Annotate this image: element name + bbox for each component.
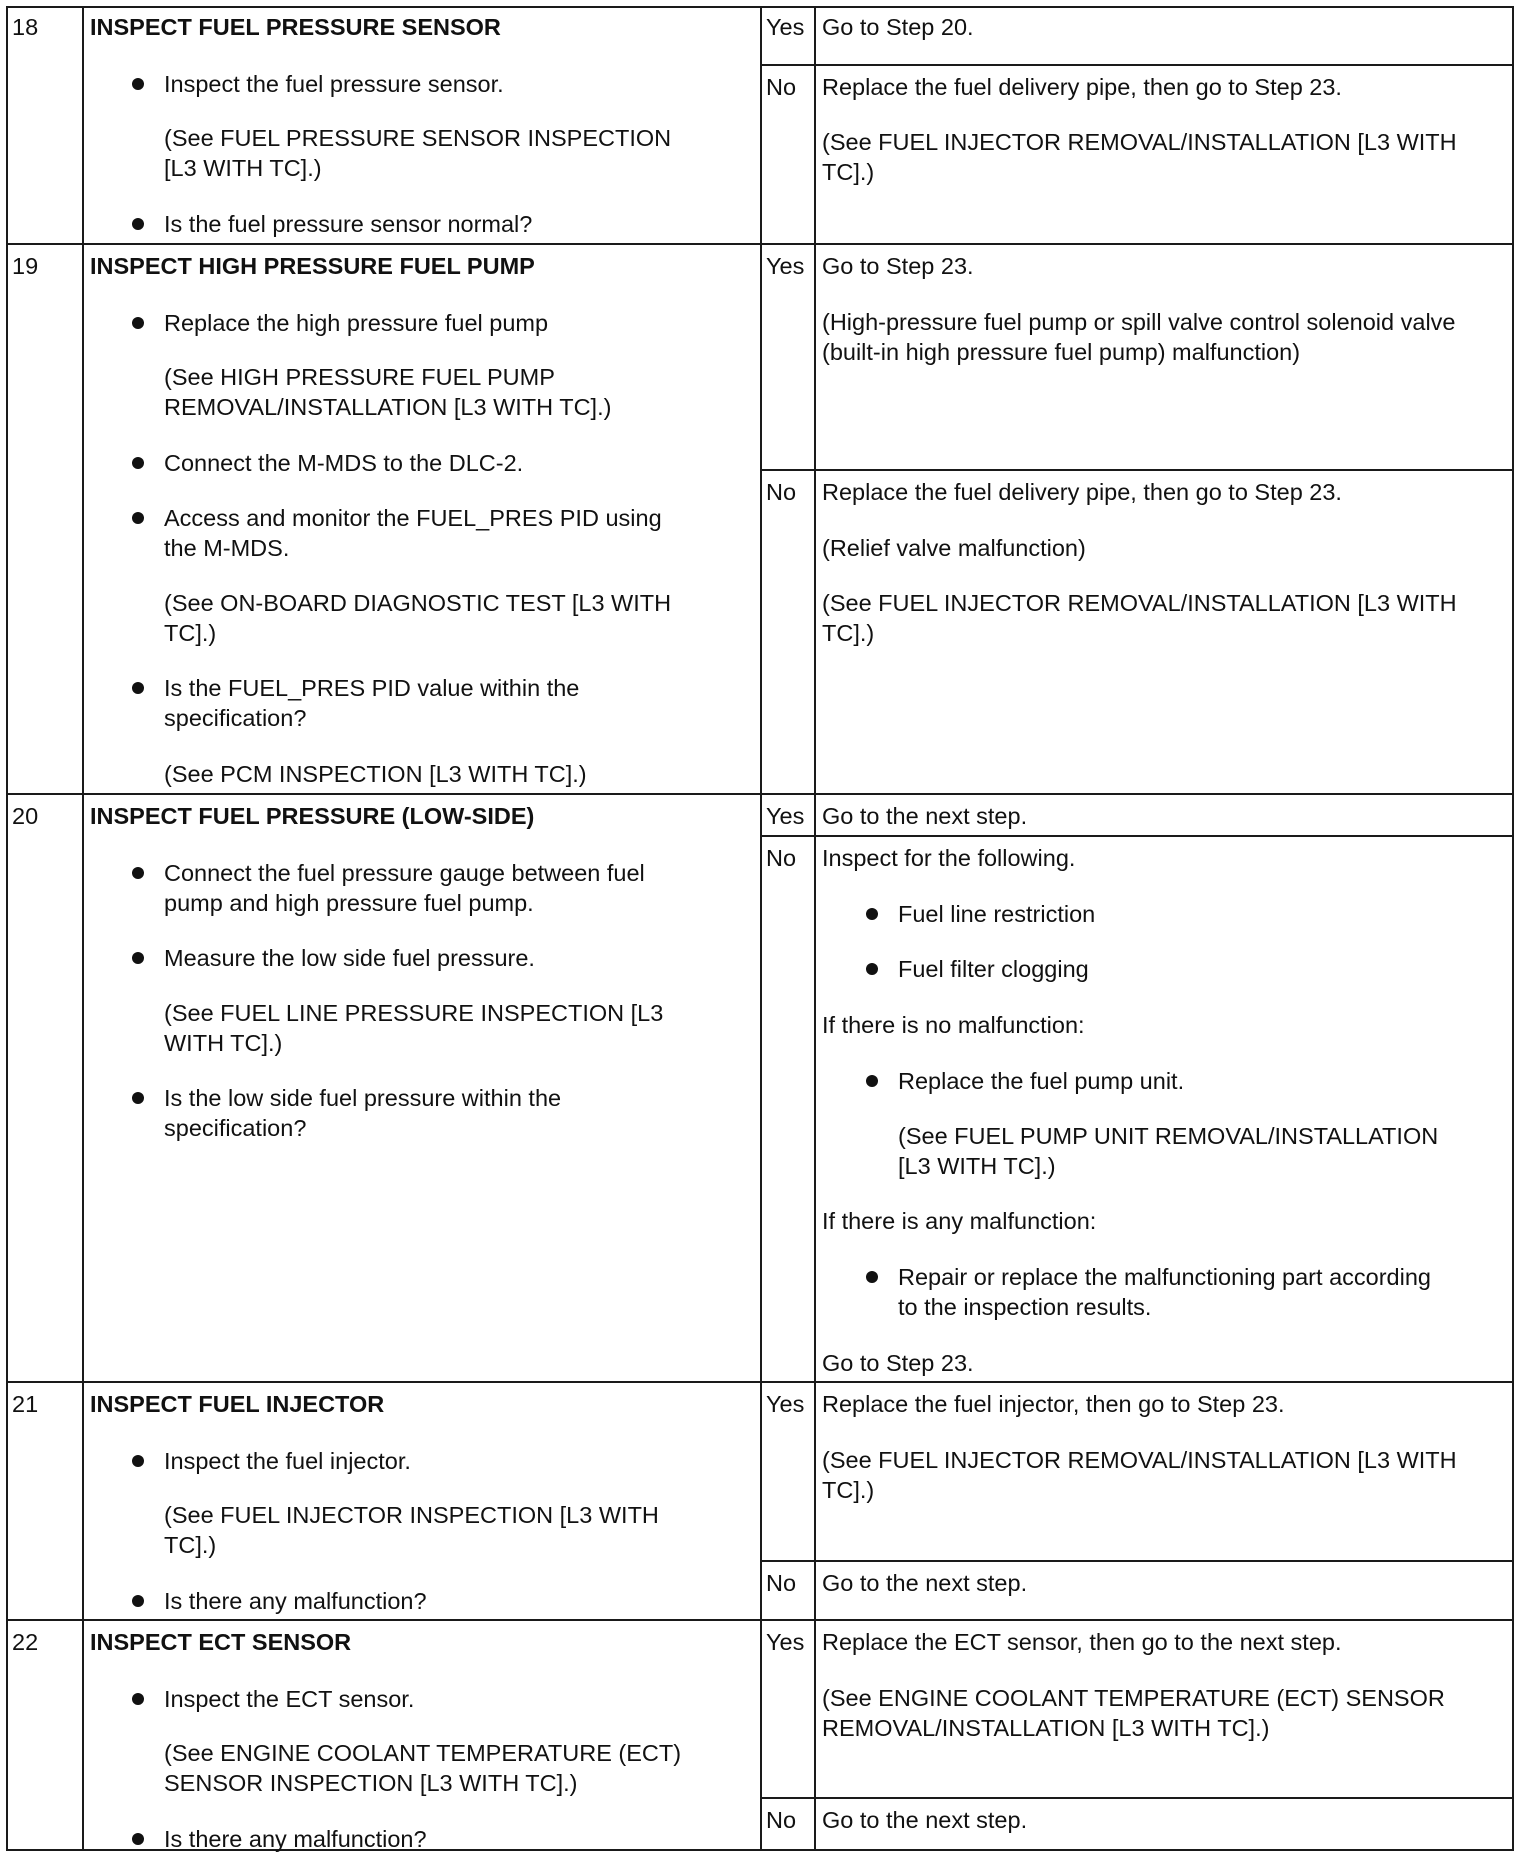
step-title: INSPECT FUEL INJECTOR: [90, 1391, 385, 1417]
yes-no-divider: [760, 64, 1514, 66]
step-number: 21: [12, 1391, 39, 1417]
no-result: Go to the next step.: [822, 1807, 1028, 1833]
bullet-icon: [866, 908, 878, 920]
bullet-icon: [866, 1271, 878, 1283]
no-result: Go to the next step.: [822, 1570, 1028, 1596]
reference-text: TC].): [822, 1477, 875, 1503]
reference-text: (See FUEL LINE PRESSURE INSPECTION [L3: [164, 1000, 664, 1026]
reference-text: (See FUEL INJECTOR INSPECTION [L3 WITH: [164, 1502, 659, 1528]
yes-label: Yes: [766, 1629, 805, 1655]
reference-text: (See ON-BOARD DIAGNOSTIC TEST [L3 WITH: [164, 590, 672, 616]
reference-text: (See FUEL INJECTOR REMOVAL/INSTALLATION [L3 WITH: [822, 1447, 1457, 1473]
step-number: 19: [12, 253, 39, 279]
yes-result: Replace the fuel injector, then go to Step 23.: [822, 1391, 1285, 1417]
step-number: 22: [12, 1629, 39, 1655]
reference-text: (See HIGH PRESSURE FUEL PUMP: [164, 364, 555, 390]
column-divider-answer: [814, 6, 816, 1851]
question-text: specification?: [164, 705, 307, 731]
action-text: Connect the M-MDS to the DLC-2.: [164, 450, 524, 476]
reference-text: REMOVAL/INSTALLATION [L3 WITH TC].): [822, 1715, 1270, 1741]
row-divider: [6, 793, 1514, 795]
action-text: Inspect the fuel pressure sensor.: [164, 71, 504, 97]
condition-text: If there is any malfunction:: [822, 1208, 1097, 1234]
check-item: Fuel line restriction: [898, 901, 1096, 927]
reference-text: TC].): [822, 620, 875, 646]
row-divider: [6, 1619, 1514, 1621]
note-text: (built-in high pressure fuel pump) malfunction): [822, 339, 1301, 365]
reference-text: (See ENGINE COOLANT TEMPERATURE (ECT): [164, 1740, 682, 1766]
yes-no-divider: [760, 1797, 1514, 1799]
reference-text: (See FUEL PRESSURE SENSOR INSPECTION: [164, 125, 672, 151]
yes-result: Replace the ECT sensor, then go to the next step.: [822, 1629, 1342, 1655]
no-result: Replace the fuel delivery pipe, then go to Step 23.: [822, 74, 1342, 100]
reference-text: SENSOR INSPECTION [L3 WITH TC].): [164, 1770, 578, 1796]
action-text: Repair or replace the malfunctioning part according: [898, 1264, 1431, 1290]
check-item: Fuel filter clogging: [898, 956, 1089, 982]
row-divider: [6, 1381, 1514, 1383]
column-divider-step: [82, 6, 84, 1851]
yes-no-divider: [760, 1560, 1514, 1562]
step-number: 18: [12, 14, 39, 40]
column-divider-action: [760, 6, 762, 1851]
reference-text: [L3 WITH TC].): [164, 155, 322, 181]
step-title: INSPECT ECT SENSOR: [90, 1629, 352, 1655]
step-title: INSPECT HIGH PRESSURE FUEL PUMP: [90, 253, 535, 279]
reference-text: TC].): [822, 159, 875, 185]
no-final-result: Go to Step 23.: [822, 1350, 974, 1376]
reference-text: [L3 WITH TC].): [898, 1153, 1056, 1179]
reference-text: TC].): [164, 1532, 217, 1558]
bullet-icon: [132, 1455, 144, 1467]
bullet-icon: [132, 457, 144, 469]
no-label: No: [766, 845, 797, 871]
reference-text: (See FUEL INJECTOR REMOVAL/INSTALLATION [L3 WITH: [822, 129, 1457, 155]
question-text: Is the fuel pressure sensor normal?: [164, 211, 533, 237]
action-text: Replace the fuel pump unit.: [898, 1068, 1185, 1094]
yes-no-divider: [760, 469, 1514, 471]
bullet-icon: [132, 1693, 144, 1705]
yes-result: Go to the next step.: [822, 803, 1028, 829]
table-border-left: [6, 6, 8, 1851]
bullet-icon: [866, 1075, 878, 1087]
reference-text: (See FUEL PUMP UNIT REMOVAL/INSTALLATION: [898, 1123, 1439, 1149]
action-text: Replace the high pressure fuel pump: [164, 310, 549, 336]
yes-no-divider: [760, 835, 1514, 837]
question-text: Is there any malfunction?: [164, 1826, 427, 1852]
note-text: (Relief valve malfunction): [822, 535, 1086, 561]
bullet-icon: [132, 1833, 144, 1845]
step-title: INSPECT FUEL PRESSURE (LOW-SIDE): [90, 803, 535, 829]
reference-text: (See PCM INSPECTION [L3 WITH TC].): [164, 761, 587, 787]
action-text: Inspect the ECT sensor.: [164, 1686, 415, 1712]
yes-label: Yes: [766, 253, 805, 279]
bullet-icon: [132, 1595, 144, 1607]
reference-text: (See FUEL INJECTOR REMOVAL/INSTALLATION [L3 WITH: [822, 590, 1457, 616]
no-label: No: [766, 1807, 797, 1833]
action-text: the M-MDS.: [164, 535, 290, 561]
reference-text: (See ENGINE COOLANT TEMPERATURE (ECT) SENSOR: [822, 1685, 1445, 1711]
reference-text: TC].): [164, 620, 217, 646]
action-text: pump and high pressure fuel pump.: [164, 890, 534, 916]
yes-result: Go to Step 20.: [822, 14, 974, 40]
bullet-icon: [132, 1092, 144, 1104]
question-text: specification?: [164, 1115, 307, 1141]
action-text: Connect the fuel pressure gauge between fuel: [164, 860, 645, 886]
reference-text: REMOVAL/INSTALLATION [L3 WITH TC].): [164, 394, 612, 420]
note-text: (High-pressure fuel pump or spill valve control solenoid valve: [822, 309, 1456, 335]
question-text: Is there any malfunction?: [164, 1588, 427, 1614]
bullet-icon: [866, 963, 878, 975]
step-number: 20: [12, 803, 39, 829]
condition-text: If there is no malfunction:: [822, 1012, 1085, 1038]
action-text: Access and monitor the FUEL_PRES PID using: [164, 505, 662, 531]
bullet-icon: [132, 317, 144, 329]
action-text: Measure the low side fuel pressure.: [164, 945, 535, 971]
action-text: to the inspection results.: [898, 1294, 1152, 1320]
no-result: Replace the fuel delivery pipe, then go to Step 23.: [822, 479, 1342, 505]
bullet-icon: [132, 952, 144, 964]
reference-text: WITH TC].): [164, 1030, 283, 1056]
yes-label: Yes: [766, 803, 805, 829]
table-border-right: [1512, 6, 1514, 1851]
no-label: No: [766, 1570, 797, 1596]
question-text: Is the FUEL_PRES PID value within the: [164, 675, 580, 701]
bullet-icon: [132, 512, 144, 524]
step-title: INSPECT FUEL PRESSURE SENSOR: [90, 14, 501, 40]
bullet-icon: [132, 78, 144, 90]
no-label: No: [766, 74, 797, 100]
row-divider: [6, 243, 1514, 245]
bullet-icon: [132, 867, 144, 879]
action-text: Inspect the fuel injector.: [164, 1448, 411, 1474]
bullet-icon: [132, 218, 144, 230]
bullet-icon: [132, 682, 144, 694]
yes-result: Go to Step 23.: [822, 253, 974, 279]
yes-label: Yes: [766, 1391, 805, 1417]
question-text: Is the low side fuel pressure within the: [164, 1085, 562, 1111]
no-result: Inspect for the following.: [822, 845, 1076, 871]
no-label: No: [766, 479, 797, 505]
yes-label: Yes: [766, 14, 805, 40]
